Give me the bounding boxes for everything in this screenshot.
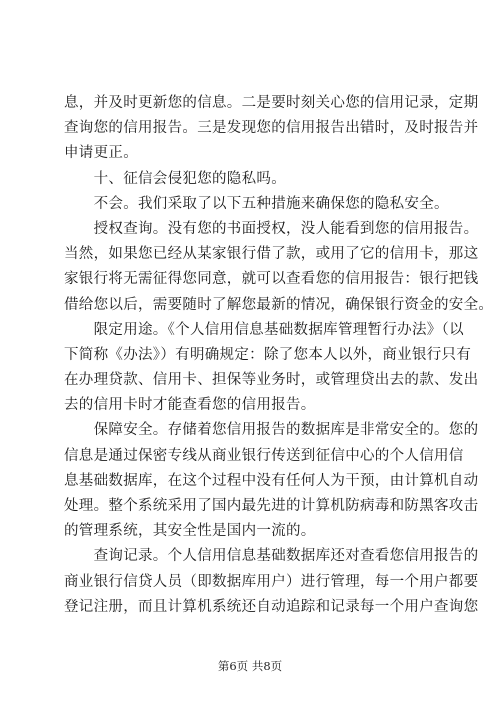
text-line: 息基础数据库，在这个过程中没有任何人为干预，由计算机自动	[64, 472, 479, 489]
text-line: 查询记录。个人信用信息基础数据库还对查看您信用报告的	[64, 548, 479, 565]
text-line: 商业银行信贷人员（即数据库用户）进行管理，每一个用户都要	[64, 573, 479, 590]
text-line: 限定用途。《个人信用信息基础数据库管理暂行办法》（以	[64, 321, 464, 338]
text-line: 息，并及时更新您的信息。二是要时刻关心您的信用记录，定期	[64, 95, 479, 111]
text-line: 授权查询。没有您的书面授权，没人能看到您的信用报告。	[64, 220, 479, 237]
section-heading: 十、征信会侵犯您的隐私吗。	[64, 170, 286, 187]
text-line: 家银行将无需征得您同意，就可以查看您的信用报告：银行把钱	[64, 271, 479, 288]
text-line: 处理。整个系统采用了国内最先进的计算机防病毒和防黑客攻击	[64, 498, 479, 514]
text-line: 查询您的信用报告。三是发现您的信用报告出错时，及时报告并	[64, 120, 479, 137]
text-line: 借给您以后，需要随时了解您最新的情况，确保银行资金的安全。	[64, 296, 494, 313]
page-footer: 第6页 共8页	[217, 659, 283, 673]
text-line: 去的信用卡时才能查看您的信用报告。	[64, 397, 316, 414]
text-line: 下简称《办法》）有明确规定：除了您本人以外，商业银行只有	[64, 346, 472, 363]
text-line: 在办理贷款、信用卡、担保等业务时，或管理贷出去的款、发出	[64, 372, 479, 389]
text-line: 的管理系统，其安全性是国内一流的。	[64, 523, 316, 540]
body-text	[64, 91, 494, 620]
text-line: 申请更正。	[64, 145, 138, 162]
text-line: 不会。我们采取了以下五种措施来确保您的隐私安全。	[64, 195, 449, 212]
text-line: 当然，如果您已经从某家银行借了款，或用了它的信用卡，那这	[64, 246, 479, 263]
text-line: 信息是通过保密专线从商业银行传送到征信中心的个人信用信	[64, 447, 464, 464]
text-line: 登记注册，而且计算机系统还自动追踪和记录每一个用户查询您	[64, 598, 479, 615]
text-line: 保障安全。存储着您信用报告的数据库是非常安全的。您的	[64, 422, 479, 439]
